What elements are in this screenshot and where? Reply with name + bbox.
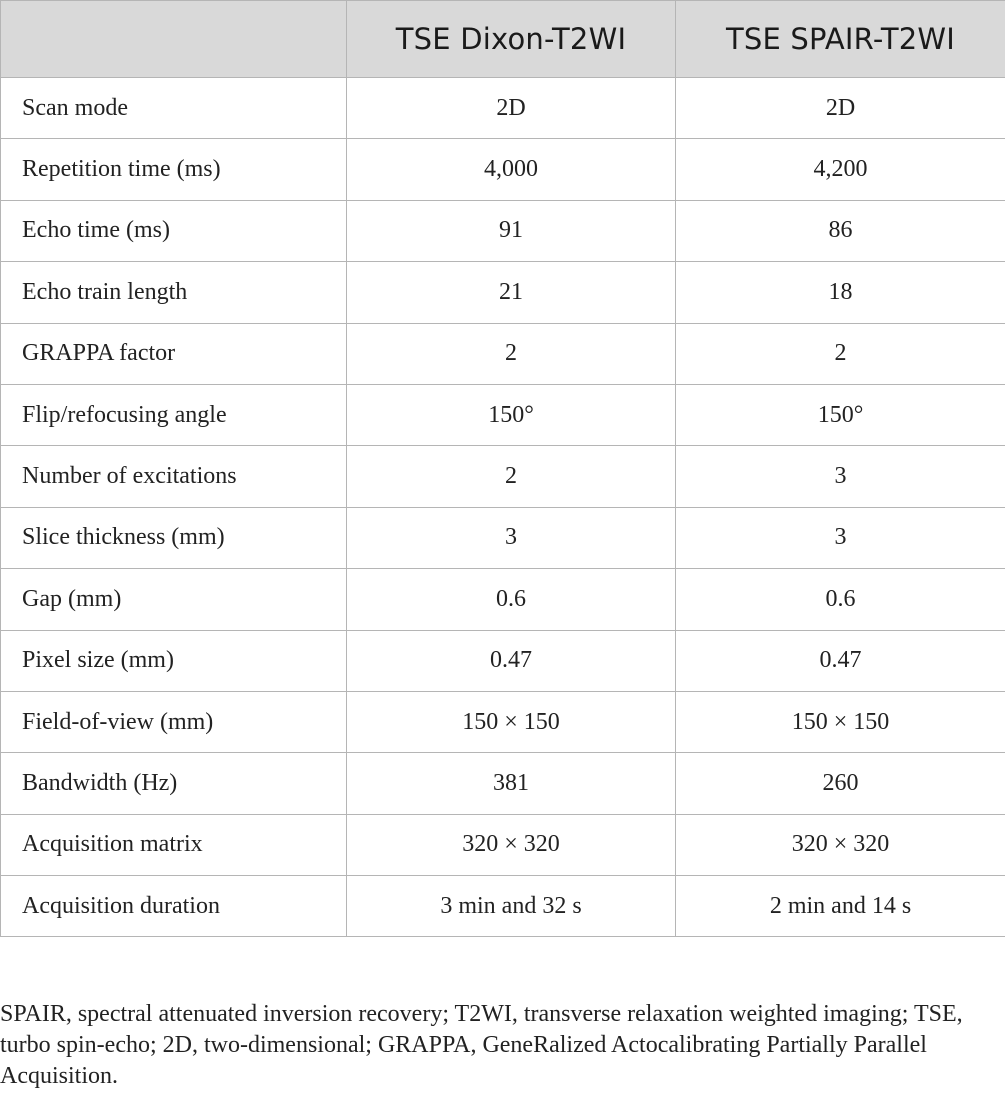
parameter-cell: Scan mode [1,78,347,139]
spair-value-cell: 2 min and 14 s [676,876,1005,937]
dixon-value-cell: 0.47 [347,630,676,691]
table-row [1,78,1005,139]
dixon-value-cell: 2 [347,323,676,384]
parameter-cell: Flip/refocusing angle [1,384,347,445]
header-row [1,1,1005,78]
dixon-value-cell: 21 [347,262,676,323]
header-spair: TSE SPAIR-T2WI [676,1,1005,78]
spair-value-cell: 260 [676,753,1005,814]
table-row [1,876,1005,937]
parameter-cell: Gap (mm) [1,569,347,630]
table-row [1,139,1005,200]
table-row [1,507,1005,568]
parameter-cell: Bandwidth (Hz) [1,753,347,814]
spair-value-cell: 150° [676,384,1005,445]
dixon-value-cell: 2 [347,446,676,507]
spair-value-cell: 3 [676,507,1005,568]
dixon-value-cell: 4,000 [347,139,676,200]
header-parameter [1,1,347,78]
dixon-value-cell: 381 [347,753,676,814]
spair-value-cell: 86 [676,200,1005,261]
dixon-value-cell: 150° [347,384,676,445]
table-row [1,262,1005,323]
parameter-cell: Slice thickness (mm) [1,507,347,568]
parameter-cell: Echo time (ms) [1,200,347,261]
parameter-cell: Repetition time (ms) [1,139,347,200]
table-row [1,753,1005,814]
table-row [1,569,1005,630]
table-row [1,200,1005,261]
spair-value-cell: 0.47 [676,630,1005,691]
parameter-cell: GRAPPA factor [1,323,347,384]
parameter-cell: Acquisition matrix [1,814,347,875]
dixon-value-cell: 3 min and 32 s [347,876,676,937]
table-body [1,78,1005,937]
spair-value-cell: 0.6 [676,569,1005,630]
parameter-cell: Number of excitations [1,446,347,507]
table-footnote: SPAIR, spectral attenuated inversion recovery; T2WI, transverse relaxation weighted imaging; TSE, turbo spin-echo; 2D, two-dimensional; GRAPPA, GeneRalized Actocalibrating Partially Parallel Acquisition. [0,1001,963,1089]
table-row [1,323,1005,384]
parameter-cell: Acquisition duration [1,876,347,937]
spair-value-cell: 150 × 150 [676,691,1005,752]
dixon-value-cell: 2D [347,78,676,139]
parameter-cell: Echo train length [1,262,347,323]
parameter-cell: Field-of-view (mm) [1,691,347,752]
parameter-cell: Pixel size (mm) [1,630,347,691]
spair-value-cell: 320 × 320 [676,814,1005,875]
table-row [1,814,1005,875]
spair-value-cell: 3 [676,446,1005,507]
spair-value-cell: 18 [676,262,1005,323]
table-row [1,446,1005,507]
table-row [1,691,1005,752]
spair-value-cell: 4,200 [676,139,1005,200]
dixon-value-cell: 3 [347,507,676,568]
dixon-value-cell: 150 × 150 [347,691,676,752]
table-row [1,630,1005,691]
spair-value-cell: 2D [676,78,1005,139]
spair-value-cell: 2 [676,323,1005,384]
header-dixon: TSE Dixon-T2WI [347,1,676,78]
table-row [1,384,1005,445]
dixon-value-cell: 0.6 [347,569,676,630]
dixon-value-cell: 320 × 320 [347,814,676,875]
dixon-value-cell: 91 [347,200,676,261]
